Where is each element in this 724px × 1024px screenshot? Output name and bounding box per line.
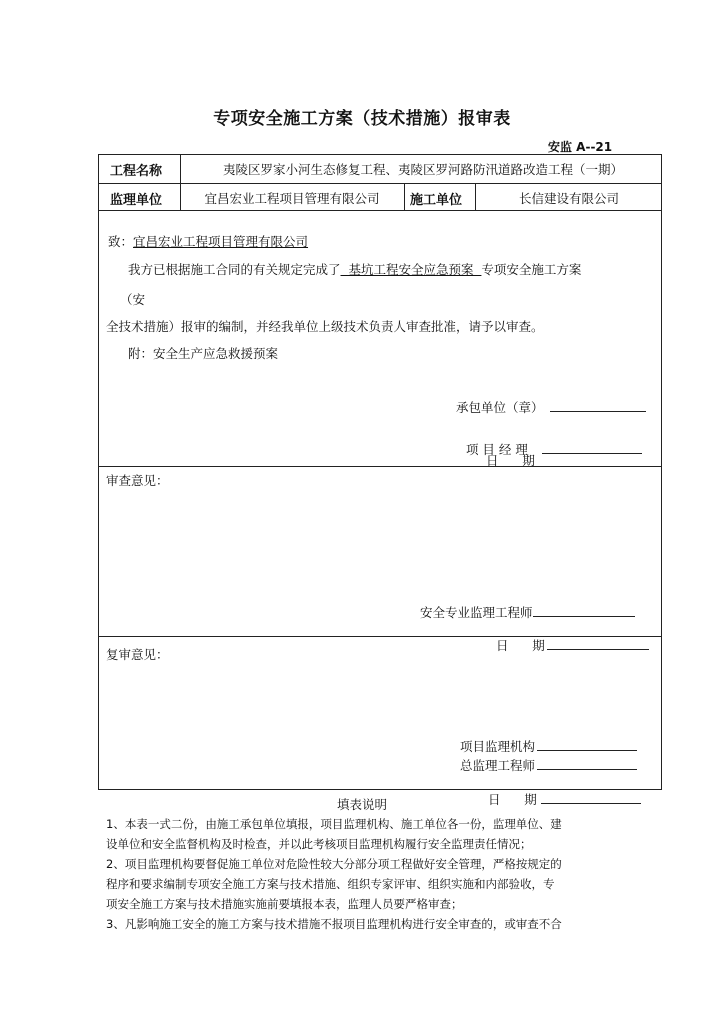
project-manager-label: 项 目 经 理 xyxy=(465,442,528,457)
supervisor-value: 宜昌宏业工程项目管理有限公司 xyxy=(204,191,380,206)
project-name-value: 夷陵区罗家小河生态修复工程、夷陵区罗河路防汛道路改造工程（一期） xyxy=(222,162,623,177)
attachment-note: 附：安全生产应急救援预案 xyxy=(128,346,279,361)
signature-blank xyxy=(542,440,642,454)
note-line: 设单位和安全监督机构及时检查，并以此考核项目监理机构履行安全监理责任情况； xyxy=(106,837,532,851)
supervision-org-label: 项目监理机构 xyxy=(460,739,536,754)
addressee-name: 宜昌宏业工程项目管理有限公司 xyxy=(133,234,309,249)
contractor-label: 施工单位 xyxy=(410,193,463,208)
contractor-seal-label: 承包单位（章） xyxy=(456,400,544,415)
note-line: 3、凡影响施工安全的施工方案与技术措施不报项目监理机构进行安全审查的，或审查不合 xyxy=(106,917,562,931)
contractor-value: 长信建设有限公司 xyxy=(518,191,619,206)
note-line: 项安全施工方案与技术措施实施前要填报本表，监理人员要严格审查； xyxy=(106,897,463,911)
addressee-line xyxy=(108,232,308,250)
signature-blank xyxy=(533,603,635,617)
form-code: 安监 A--21 xyxy=(548,140,613,154)
review-opinion-label: 审查意见： xyxy=(106,473,169,488)
signature-blank xyxy=(547,636,649,650)
signature-blank xyxy=(537,756,637,770)
letter-line-1-prefix: 我方已根据施工合同的有关规定完成了 xyxy=(128,262,341,277)
signature-blank xyxy=(550,398,646,412)
divider xyxy=(404,183,405,210)
divider xyxy=(98,466,662,467)
chief-engineer-line xyxy=(460,756,637,774)
contractor-date-label: 日 期 xyxy=(486,453,535,468)
note-line: 1、本表一式二份，由施工承包单位填报，项目监理机构、施工单位各一份，监理单位、建 xyxy=(106,817,562,831)
letter-line-1 xyxy=(128,260,581,278)
contractor-seal-line xyxy=(456,398,646,416)
project-name-label: 工程名称 xyxy=(110,164,163,179)
safety-engineer-label: 安全专业监理工程师 xyxy=(420,605,533,620)
notes-title: 填表说明 xyxy=(336,797,387,812)
note-line: 2、项目监理机构要督促施工单位对危险性较大分部分项工程做好安全管理，严格按规定的 xyxy=(106,857,562,871)
divider xyxy=(98,210,662,211)
addressee-prefix: 致： xyxy=(108,234,134,249)
supervisor-label: 监理单位 xyxy=(110,193,163,208)
supervision-org-line xyxy=(460,737,637,755)
divider xyxy=(98,183,662,184)
recheck-date-label: 日 期 xyxy=(487,792,537,807)
recheck-opinion-label: 复审意见： xyxy=(106,647,169,662)
signature-blank xyxy=(537,737,637,751)
letter-line-2: （安 xyxy=(120,292,146,307)
plan-name: 基坑工程安全应急预案 xyxy=(340,262,482,277)
letter-line-1-suffix: 专项安全施工方案 xyxy=(481,262,582,277)
chief-engineer-label: 总监理工程师 xyxy=(460,758,536,773)
safety-engineer-line xyxy=(420,603,635,621)
notes-list xyxy=(106,814,562,934)
divider xyxy=(180,154,181,210)
note-line: 程序和要求编制专项安全施工方案与技术措施、组织专家评审、组织实施和内部验收，专 xyxy=(106,877,555,891)
divider xyxy=(475,183,476,210)
review-date-line xyxy=(488,621,649,654)
letter-line-3: 全技术措施）报审的编制，并经我单位上级技术负责人审查批准，请予以审查。 xyxy=(106,319,544,334)
review-date-label: 日 期 xyxy=(495,638,545,653)
document-title: 专项安全施工方案（技术措施）报审表 xyxy=(213,109,511,129)
